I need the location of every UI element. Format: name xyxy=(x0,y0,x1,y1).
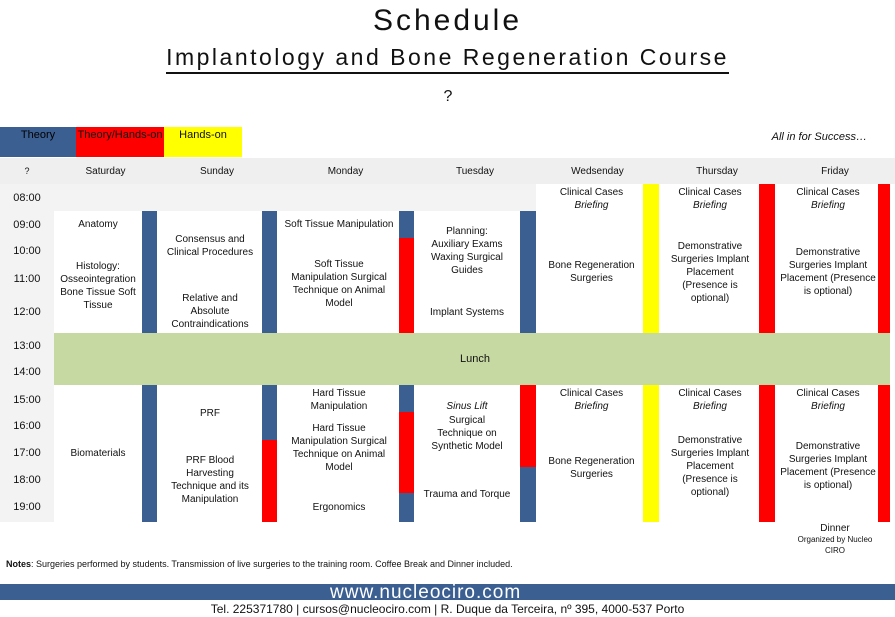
wed-pm-hands-bar xyxy=(643,385,659,522)
mon-am-hands-bar xyxy=(399,238,414,333)
fri-am-hands-bar xyxy=(878,184,890,333)
placeholder-glyph: ? xyxy=(443,88,453,105)
time-1300: 13:00 xyxy=(13,339,41,352)
mon-soft-tissue-animal: Soft Tissue Manipulation Surgical Technique on Animal Model xyxy=(291,259,387,309)
sat-anatomy: Anatomy xyxy=(78,218,118,230)
thu-clinical-am: Clinical Cases xyxy=(678,187,742,198)
notes xyxy=(6,559,513,569)
notes-text: : Surgeries performed by students. Transmission of live surgeries to the training room. Coffee Break and Dinner included. xyxy=(31,559,513,569)
sun-pm-theory-bar xyxy=(262,385,277,440)
sat-histology: Histology: Osseointegration Bone Tissue Soft Tissue xyxy=(60,261,136,311)
time-1900: 19:00 xyxy=(13,500,41,513)
tue-trauma-torque: Trauma and Torque xyxy=(423,488,511,500)
mon-am-theory-bar xyxy=(399,211,414,238)
fri-dinner: Dinner xyxy=(820,522,850,534)
row-0800 xyxy=(54,184,536,211)
day-saturday: Saturday xyxy=(85,165,126,177)
website-bar xyxy=(0,584,895,600)
day-sunday: Sunday xyxy=(200,165,234,177)
thu-briefing-pm: Briefing xyxy=(693,401,727,412)
wed-clinical-pm: Clinical Cases xyxy=(559,388,624,399)
fri-clinical-pm: Clinical Cases xyxy=(796,388,860,399)
wed-briefing-am: Briefing xyxy=(574,200,609,211)
thu-briefing-am: Briefing xyxy=(693,200,727,211)
day-thursday: Thursday xyxy=(696,165,738,177)
page-title: Schedule xyxy=(372,4,523,37)
day-tuesday: Tuesday xyxy=(456,165,494,177)
mon-hard-tissue: Hard Tissue Manipulation xyxy=(310,388,368,412)
sun-contraindications: Relative and Absolute Contraindications xyxy=(171,292,249,330)
fri-pm-hands-bar xyxy=(878,385,890,522)
wed-am-hands-bar xyxy=(643,184,659,333)
fri-clinical-am: Clinical Cases xyxy=(796,187,860,198)
tue-implant-systems: Implant Systems xyxy=(430,306,504,318)
day-wednesday: Wedsenday xyxy=(571,165,624,177)
page-subtitle xyxy=(0,44,895,71)
wed-bone-reg-am: Bone Regeneration Surgeries xyxy=(548,260,635,284)
legend-theory-hands-on: Theory/Hands-on xyxy=(76,127,164,157)
sun-prf: PRF xyxy=(200,407,220,419)
sun-pm-hands-bar xyxy=(262,440,277,522)
tue-am-theory-bar xyxy=(520,211,536,333)
day-monday: Monday xyxy=(327,165,364,177)
time-1000: 10:00 xyxy=(13,244,41,257)
mon-soft-tissue: Soft Tissue Manipulation xyxy=(284,218,394,230)
legend-theory: Theory xyxy=(0,127,76,157)
time-0900: 09:00 xyxy=(13,218,41,231)
time-1600: 16:00 xyxy=(13,419,41,432)
legend-hands-on: Hands-on xyxy=(164,127,242,157)
time-1800: 18:00 xyxy=(13,473,41,486)
tue-planning: Planning: Auxiliary Exams Waxing Surgical Guides xyxy=(431,226,503,276)
wed-clinical-am: Clinical Cases xyxy=(559,187,624,198)
fri-demo-am: Demonstrative Surgeries Implant Placement (Presence is optional) xyxy=(780,247,876,297)
sat-biomaterials: Biomaterials xyxy=(70,448,126,459)
mon-hard-tissue-animal: Hard Tissue Manipulation Surgical Technique on Animal Model xyxy=(291,423,387,473)
time-1100: 11:00 xyxy=(13,272,41,285)
fri-organized: Organized by Nucleo CIRO xyxy=(797,535,873,555)
time-1400: 14:00 xyxy=(13,365,41,378)
tue-sinus-lift: Sinus Lift xyxy=(446,400,488,412)
tue-sinus-technique: Surgical Technique on Synthetic Model xyxy=(431,414,503,452)
thu-demo-pm: Demonstrative Surgeries Implant Placement (Presence is optional) xyxy=(670,434,750,498)
sun-prf-harvesting: PRF Blood Harvesting Technique and its Manipulation xyxy=(171,455,249,505)
sun-consensus: Consensus and Clinical Procedures xyxy=(166,234,254,258)
fri-briefing-pm: Briefing xyxy=(811,401,845,412)
thu-clinical-pm: Clinical Cases xyxy=(678,388,742,399)
time-0800: 08:00 xyxy=(13,191,41,204)
thu-demo-am: Demonstrative Surgeries Implant Placement (Presence is optional) xyxy=(670,240,750,304)
thu-am-hands-bar xyxy=(759,184,775,333)
fri-briefing-am: Briefing xyxy=(811,200,845,211)
wed-bone-reg-pm: Bone Regeneration Surgeries xyxy=(548,456,635,480)
time-1700: 17:00 xyxy=(13,446,41,459)
website-link[interactable]: www.nucleociro.com xyxy=(330,584,522,600)
header-corner: ? xyxy=(24,165,30,176)
subtitle-text: Implantology and Bone Regeneration Course xyxy=(166,44,729,74)
sun-am-theory-bar xyxy=(262,211,277,333)
time-1500: 15:00 xyxy=(13,393,41,406)
fri-demo-pm: Demonstrative Surgeries Implant Placement (Presence is optional) xyxy=(780,441,876,491)
mon-pm-theory-bar-2 xyxy=(399,493,414,522)
mon-pm-hands-bar xyxy=(399,412,414,493)
notes-label: Notes xyxy=(6,559,32,569)
mon-pm-theory-bar xyxy=(399,385,414,412)
thu-pm-hands-bar xyxy=(759,385,775,522)
mon-ergonomics: Ergonomics xyxy=(312,501,366,513)
contact-info: Tel. 225371780 | cursos@nucleociro.com | R. Duque da Terceira, nº 395, 4000-537 Porto xyxy=(210,602,685,616)
tue-pm-theory-bar xyxy=(520,467,536,522)
day-friday: Friday xyxy=(821,165,849,177)
tagline: All in for Success… xyxy=(771,131,867,143)
lunch-label: Lunch xyxy=(460,352,490,365)
tue-pm-hands-bar xyxy=(520,385,536,467)
time-1200: 12:00 xyxy=(13,305,41,318)
wed-briefing-pm: Briefing xyxy=(574,401,609,412)
sat-pm-theory-bar xyxy=(142,385,157,522)
sat-am-theory-bar xyxy=(142,211,157,333)
